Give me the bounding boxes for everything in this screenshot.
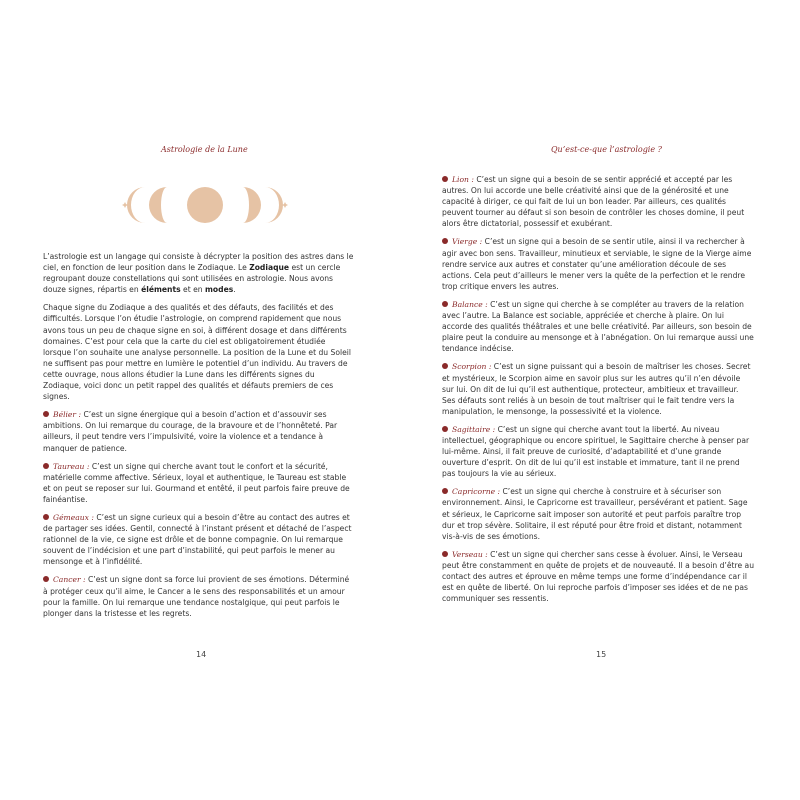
sign-name: Verseau : [452, 549, 488, 559]
sign-name: Taureau : [53, 461, 90, 471]
right-text-column [442, 174, 754, 611]
sign-name: Gémeaux : [53, 512, 94, 522]
bullet-icon [442, 426, 448, 432]
intro-text: et en [180, 285, 206, 295]
waxing-gibbous-icon [149, 187, 167, 223]
term-elements: éléments [141, 285, 181, 295]
moon-phases-illustration [115, 183, 295, 227]
sign-description: C’est un signe curieux qui a besoin d’être au contact des autres et de partager ses idées. Gentil, connecté à l’instant présent et détaché de l’aspect rationnel de la vie, ce signe est drôle et de bonne compagnie. On lui remarque souvent de l’indécision et une part d’instabilité, qui peut parfois le mener au mensonge et à l’infidélité. [43, 512, 352, 567]
sign-description: C’est un signe qui chercher sans cesse à évoluer. Ainsi, le Verseau peut être constamment en quête de projets et de nouveauté. Il a besoin d’être au contact des autres et éprouve en même temps une forme d’indépendance car il est en quête de liberté. On lui reproche parfois d’imposer ses idées et de ne pas communiquer ses ressentis. [442, 549, 755, 604]
sign-description: C’est un signe qui a besoin de se sentir utile, ainsi il va rechercher à agir avec bon sens. Travailleur, minutieux et serviable, le signe de la Vierge aime rendre service aux autres et constater qu’une amélioration découle de ses actions. Cela peut d’ailleurs le mener vers la quête de la perfection et le rendre trop critique envers les autres. [442, 237, 752, 291]
sign-name: Capricorne : [452, 487, 501, 497]
sign-name: Bélier : [53, 410, 82, 420]
sign-paragraph-capricorne [442, 486, 754, 541]
running-head-right: Qu’est-ce-que l’astrologie ? [551, 145, 662, 154]
full-moon-icon [187, 187, 223, 223]
waning-gibbous-icon [243, 187, 261, 223]
waxing-crescent-icon [127, 187, 145, 223]
star-right-icon [282, 202, 288, 208]
sign-name: Sagittaire : [452, 424, 496, 434]
sign-description: C’est un signe qui cherche à construire et à sécuriser son environnement. Ainsi, le Capricorne est travailleur, persévérant et patient. Sage et sérieux, le Capricorne sait imposer son autorité et peut parfois paraître trop dur et trop sévère. Solitaire, il est réputé pour être froid et distant, notamment vis-à-vis de ses émotions. [442, 487, 748, 541]
sign-paragraph-cancer [43, 574, 355, 618]
intro-text: . [233, 285, 236, 295]
bullet-icon [43, 576, 49, 582]
sign-paragraph-sagittaire [442, 424, 754, 479]
sign-paragraph-vierge [442, 236, 754, 291]
sign-name: Cancer : [53, 575, 86, 585]
term-zodiaque: Zodiaque [249, 263, 290, 273]
sign-name: Balance : [452, 299, 488, 309]
page-number-left: 14 [196, 650, 207, 659]
sign-paragraph-taureau [43, 461, 355, 505]
sign-description: C’est un signe énergique qui a besoin d’action et d’assouvir ses ambitions. On lui remarque du courage, de la bravoure et de l’honnêteté. Par ailleurs, il peut tendre vers l’impulsivité, voire la violence et a tendance à manquer de patience. [43, 410, 338, 453]
bullet-icon [442, 551, 448, 557]
sign-paragraph-scorpion [442, 361, 754, 416]
intro-text: est un cercle regroupant douze constellations qui sont utilisées en astrologie. Nous avons douze signes, répartis en [43, 263, 341, 295]
intro-text: L’astrologie est un langage qui consiste à décrypter la position des astres dans le ciel, en fonction de leur position dans le Zodiaque. Le [43, 252, 354, 273]
running-head-left: Astrologie de la Lune [161, 145, 248, 154]
intro-paragraph-1 [43, 251, 355, 295]
sign-description: C’est un signe puissant qui a besoin de maîtriser les choses. Secret et mystérieux, le Scorpion aime en savoir plus sur les autres qu’il n’en dévoile sur lui. On dit de lui qu’il est authentique, protecteur, ambitieux et travailleur. Ses défauts sont reliés à un besoin de tout maîtriser qui le fait tendre vers la manipulation, le mensonge, la possessivité et la violence. [442, 362, 751, 416]
bullet-icon [43, 514, 49, 520]
intro-paragraph-2: Chaque signe du Zodiaque a des qualités et des défauts, des facilités et des difficultés. Lorsque l’on étudie l’astrologie, on comprend rapidement que nous avons tous un peu de chaque signe en soi, à différent dosage et dans différents domaines. C’est pour cela que la carte du ciel est obligatoirement étudiée lorsque l’on souhaite une analyse personnelle. La position de la Lune et du Soleil ne suffisent pas pour mettre en lumière le potentiel d’un individu. Au travers de cette ouvrage, nous allons étudier la Lune dans les différents signes du Zodiaque, voici donc un petit rappel des qualités et défauts premiers de ces signes. [43, 303, 351, 402]
sign-description: C’est un signe qui cherche avant tout la liberté. Au niveau intellectuel, géographique ou encore spirituel, le Sagittaire cherche à penser par lui-même. Ainsi, il fait preuve de curiosité, d’adaptabilité et d’une grande ouverture d’esprit. On dit de lui qu’il est instable et immature, tant il ne prend pas toujours la vie au sérieux. [442, 424, 750, 479]
term-modes: modes [205, 285, 234, 295]
page-number-right: 15 [596, 650, 607, 659]
sign-name: Lion : [452, 175, 474, 184]
bullet-icon [442, 176, 448, 182]
waning-crescent-icon [265, 187, 283, 223]
bullet-icon [43, 463, 49, 469]
bullet-icon [442, 488, 448, 494]
sign-name: Scorpion : [452, 362, 492, 372]
sign-paragraph-gemeaux [43, 512, 355, 567]
bullet-icon [442, 238, 448, 244]
sign-description: C’est un signe dont sa force lui provient de ses émotions. Déterminé à protéger ceux qu’il aime, le Cancer a le sens des responsabilités et un amour pour la famille. On lui remarque une tendance nostalgique, qui peut parfois le plonger dans la tristesse et les regrets. [43, 575, 350, 618]
sign-paragraph-verseau [442, 549, 754, 604]
bullet-icon [43, 411, 49, 417]
sign-description: C’est un signe qui cherche avant tout le confort et la sécurité, matérielle comme affective. Sérieux, loyal et authentique, le Taureau est stable et on peut se reposer sur lui. Gourmand et entêté, il peut parfois faire preuve de fainéantise. [43, 461, 350, 504]
sign-description: C’est un signe qui cherche à se compléter au travers de la relation avec l’autre. La Balance est sociable, appréciée et cherche à plaire. On lui accorde des qualités théâtrales et une belle créativité. Par ailleurs, son besoin de plaire peut la conduire au mensonge et à l’abnégation. On lui remarque aussi une tendance indécise. [442, 299, 754, 354]
right-page [400, 0, 800, 800]
sign-paragraph-balance [442, 299, 754, 354]
bullet-icon [442, 301, 448, 307]
sign-paragraph-lion [442, 174, 754, 229]
left-text-column [43, 251, 355, 626]
bullet-icon [442, 363, 448, 369]
sign-name: Vierge : [452, 237, 483, 247]
sign-description: C’est un signe qui a besoin de se sentir apprécié et accepté par les autres. On lui accorde une belle créativité ainsi que de la générosité et une capacité à diriger, ce qui fait de lui un bon leader. Par ailleurs, ces qualités peuvent tourner au défaut si son besoin de contrôler les choses domine, il peut alors être dictatorial, possessif et exubérant. [442, 175, 745, 229]
sign-paragraph-belier [43, 409, 355, 453]
